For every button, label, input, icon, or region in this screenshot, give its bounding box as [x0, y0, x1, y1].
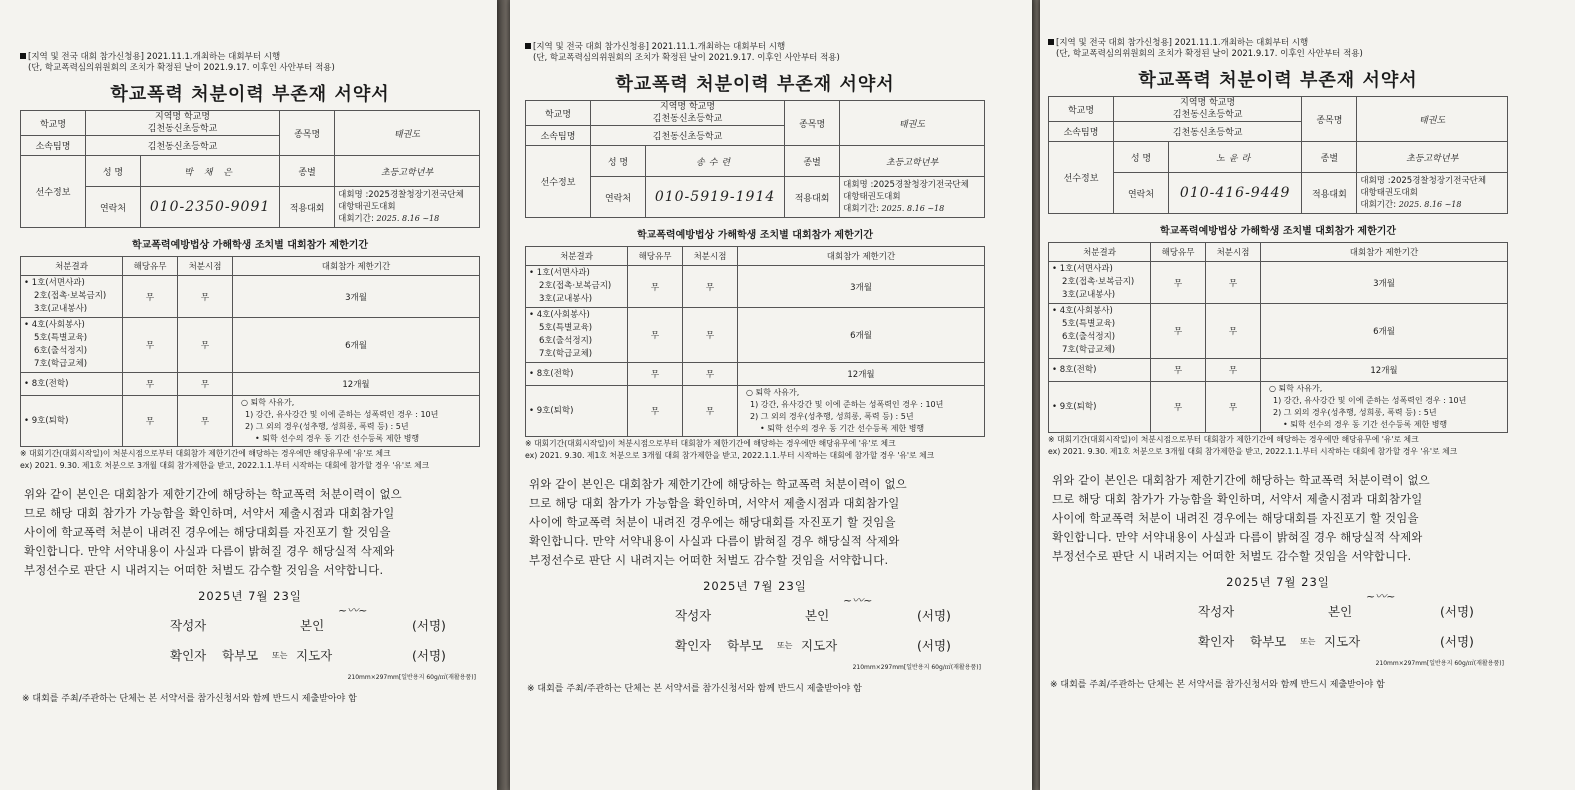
athlete-info-label: 선수정보	[526, 146, 591, 218]
form-header-note: (단, 학교폭력심의위원회의 조치가 확정된 날이 2021.9.17. 이후인 사안부터 적용)	[533, 53, 840, 63]
table-row	[21, 373, 480, 396]
contact-label: 연락처	[591, 177, 646, 218]
sign-label: (서명)	[1440, 634, 1474, 649]
col-time: 처분시점	[178, 257, 233, 276]
expel-detail: ○ 퇴학 사유가, 1) 강간, 유사강간 및 이에 준하는 성폭력인 경우 : 10년 2) 그 외의 경우(성추행, 성희롱, 폭력 등) : 5년 • 퇴학 선수의 경우 동 기간 선수등록 제한 병행	[1261, 382, 1508, 433]
row-category: • 8호(전학)	[526, 363, 628, 386]
row-period: 3개월	[1261, 262, 1508, 304]
table-row	[1049, 382, 1508, 433]
sport-value: 태권도	[840, 101, 985, 146]
competition-value: 대회명 :2025경찰청장기전국단체 대항태권도대회 대회기간: 2025. 8.16 ~18	[335, 187, 480, 228]
paper-spec: 210mm×297mm[일반용지 60g/㎡(재활용품)]	[347, 674, 476, 681]
period-handwritten: 2025. 8.16 ~18	[1398, 200, 1462, 209]
row-period: 12개월	[233, 373, 480, 396]
instructor-label: 지도자	[801, 638, 838, 653]
sign-label: (서명)	[412, 618, 446, 633]
form-header-note: (단, 학교폭력심의위원회의 조치가 확정된 날이 2021.9.17. 이후인 사안부터 적용)	[28, 63, 335, 73]
footer-note: ※ 대회를 주최/주관하는 단체는 본 서약서를 참가신청서와 함께 반드시 제출받아야 함	[527, 684, 862, 694]
row-category: • 4호(사회봉사) 5호(특별교육) 6호(출석정지) 7호(학급교체)	[21, 318, 123, 373]
table-row	[1049, 359, 1508, 382]
phone-handwritten: 010-416-9449	[1169, 173, 1302, 214]
school-label: 학교명	[21, 111, 86, 136]
division-value: 초등고학년부	[335, 156, 480, 187]
row-category: • 9호(퇴학)	[526, 386, 628, 437]
athlete-info-label: 선수정보	[1049, 142, 1114, 214]
table-row	[1049, 262, 1508, 304]
row-applicable: 무	[628, 386, 683, 437]
contact-label: 연락처	[86, 187, 141, 228]
row-applicable: 무	[1151, 262, 1206, 304]
row-applicable: 무	[123, 373, 178, 396]
row-category: • 1호(서면사과) 2호(접촉·보복금지) 3호(교내봉사)	[21, 276, 123, 318]
expel-detail: ○ 퇴학 사유가, 1) 강간, 유사강간 및 이에 준하는 성폭력인 경우 : 10년 2) 그 외의 경우(성추행, 성희롱, 폭력 등) : 5년 • 퇴학 선수의 경우 동 기간 선수등록 제한 병행	[233, 396, 480, 447]
footer-note: ※ 대회를 주최/주관하는 단체는 본 서약서를 참가신청서와 함께 반드시 제출받아야 함	[22, 694, 357, 704]
confirmer-sign-row	[1048, 632, 1508, 650]
team-value: 김천동신초등학교	[591, 126, 785, 146]
or-label: 또는	[272, 651, 288, 660]
form-header-scope: [지역 및 전국 대회 참가신청용] 2021.11.1.개최하는 대회부터 시행	[20, 52, 480, 63]
form-header-note: (단, 학교폭력심의위원회의 조치가 확정된 날이 2021.9.17. 이후인 사안부터 적용)	[1056, 49, 1363, 59]
footnote-check: ※ 대회기간(대회시작일)이 처분시점으로부터 대회참가 제한기간에 해당하는 경우에만 해당유무에 '유'로 체크	[20, 449, 391, 458]
pledge-body: 위와 같이 본인은 대회참가 제한기간에 해당하는 학교폭력 처분이력이 없으 므로 해당 대회 참가가 가능함을 확인하며, 서약서 제출시점과 대회참가일 사이에 학교폭력 처분이 내려진 경우에는 해당대회를 자진포기 할 것임을 확인합니다. 만약 서약내용이 사실과 다름이 밝혀질 경우 해당실적 삭제와 부정선수로 판단 시 내려지는 어떠한 처벌도 감수할 것임을 서약합니다.	[24, 487, 402, 577]
school-label: 학교명	[526, 101, 591, 126]
pledge-sheet	[1040, 0, 1575, 790]
sign-label: (서명)	[1440, 604, 1474, 619]
competition-value: 대회명 :2025경찰청장기전국단체 대항태권도대회 대회기간: 2025. 8.16 ~18	[1357, 173, 1508, 214]
col-result: 처분결과	[526, 247, 628, 266]
school-value: 지역명 학교명 김천동신초등학교	[591, 101, 785, 126]
table-row	[526, 386, 985, 437]
school-value: 지역명 학교명 김천동신초등학교	[86, 111, 280, 136]
athlete-name-handwritten: 송수련	[646, 146, 785, 177]
row-applicable: 무	[1151, 382, 1206, 433]
col-period: 대회참가 제한기간	[738, 247, 985, 266]
row-category: • 1호(서면사과) 2호(접촉·보복금지) 3호(교내봉사)	[1049, 262, 1151, 304]
table-row	[526, 308, 985, 363]
row-period: 12개월	[1261, 359, 1508, 382]
team-value: 김천동신초등학교	[1114, 122, 1302, 142]
confirmer-label: 확인자	[170, 648, 207, 663]
writer-label: 작성자	[675, 608, 712, 623]
parent-label: 학부모	[222, 648, 259, 663]
row-time: 무	[178, 396, 233, 447]
sport-label: 종목명	[785, 101, 840, 146]
sport-label: 종목명	[280, 111, 335, 156]
name-label: 성 명	[86, 156, 141, 187]
col-applicable: 해당유무	[628, 247, 683, 266]
row-category: • 9호(퇴학)	[1049, 382, 1151, 433]
confirmer-label: 확인자	[675, 638, 712, 653]
athlete-name-handwritten: 노윤라	[1169, 142, 1302, 173]
competition-label: 적용대회	[280, 187, 335, 228]
footnote-example: ex) 2021. 9.30. 제1호 처분으로 3개월 대회 참가제한을 받고, 2022.1.1.부터 시작하는 대회에 참가할 경우 '유'로 체크	[20, 461, 430, 470]
table-row	[21, 276, 480, 318]
confirmer-sign-row	[20, 646, 480, 664]
table-row	[526, 363, 985, 386]
row-applicable: 무	[123, 276, 178, 318]
row-time: 무	[683, 363, 738, 386]
self-label: 본인	[1328, 604, 1353, 619]
footnote-example: ex) 2021. 9.30. 제1호 처분으로 3개월 대회 참가제한을 받고, 2022.1.1.부터 시작하는 대회에 참가할 경우 '유'로 체크	[525, 451, 935, 460]
division-label: 종별	[1302, 142, 1357, 173]
table-row	[21, 396, 480, 447]
row-time: 무	[1206, 262, 1261, 304]
sport-value: 태권도	[1357, 97, 1508, 142]
period-handwritten: 2025. 8.16 ~18	[376, 214, 440, 223]
instructor-label: 지도자	[296, 648, 333, 663]
athlete-name-handwritten: 박 채 은	[141, 156, 280, 187]
col-period: 대회참가 제한기간	[233, 257, 480, 276]
athlete-info-label: 선수정보	[21, 156, 86, 228]
table-row	[1049, 304, 1508, 359]
form-header-scope: [지역 및 전국 대회 참가신청용] 2021.11.1.개최하는 대회부터 시행	[525, 42, 985, 53]
parent-label: 학부모	[1250, 634, 1287, 649]
self-label: 본인	[300, 618, 325, 633]
period-handwritten: 2025. 8.16 ~18	[881, 204, 945, 213]
writer-sign-row	[525, 594, 985, 624]
team-label: 소속팀명	[1049, 122, 1114, 142]
restriction-subtitle: 학교폭력예방법상 가해학생 조치별 대회참가 제한기간	[131, 240, 369, 251]
paper-spec: 210mm×297mm[일반용지 60g/㎡(재활용품)]	[852, 664, 981, 671]
table-row	[526, 266, 985, 308]
row-category: • 8호(전학)	[1049, 359, 1151, 382]
footnote-check: ※ 대회기간(대회시작일)이 처분시점으로부터 대회참가 제한기간에 해당하는 경우에만 해당유무에 '유'로 체크	[525, 439, 896, 448]
parent-label: 학부모	[727, 638, 764, 653]
competition-value: 대회명 :2025경찰청장기전국단체 대항태권도대회 대회기간: 2025. 8.16 ~18	[840, 177, 985, 218]
table-row	[21, 318, 480, 373]
confirmer-sign-row	[525, 636, 985, 654]
row-time: 무	[683, 308, 738, 363]
competition-label: 적용대회	[1302, 173, 1357, 214]
row-applicable: 무	[123, 318, 178, 373]
signature-icon: ~〰~	[843, 594, 873, 607]
writer-label: 작성자	[170, 618, 207, 633]
pledge-date: 2025년 7월 23일	[703, 579, 807, 593]
bullet-square-icon	[20, 53, 26, 59]
restriction-table	[20, 256, 480, 447]
form-title: 학교폭력 처분이력 부존재 서약서	[110, 84, 390, 105]
name-label: 성 명	[1114, 142, 1169, 173]
writer-sign-row	[20, 604, 480, 634]
division-label: 종별	[785, 146, 840, 177]
phone-handwritten: 010-2350-9091	[141, 187, 280, 228]
athlete-info-table	[525, 100, 985, 218]
restriction-subtitle: 학교폭력예방법상 가해학생 조치별 대회참가 제한기간	[636, 230, 874, 241]
col-result: 처분결과	[21, 257, 123, 276]
signature-icon: ~〰~	[1366, 590, 1396, 603]
row-period: 3개월	[233, 276, 480, 318]
col-time: 처분시점	[1206, 243, 1261, 262]
competition-label: 적용대회	[785, 177, 840, 218]
row-period: 6개월	[738, 308, 985, 363]
self-label: 본인	[805, 608, 830, 623]
restriction-table	[525, 246, 985, 437]
athlete-info-table	[1048, 96, 1508, 214]
name-label: 성 명	[591, 146, 646, 177]
row-applicable: 무	[628, 266, 683, 308]
row-time: 무	[683, 266, 738, 308]
pledge-body: 위와 같이 본인은 대회참가 제한기간에 해당하는 학교폭력 처분이력이 없으 므로 해당 대회 참가가 가능함을 확인하며, 서약서 제출시점과 대회참가일 사이에 학교폭력 처분이 내려진 경우에는 해당대회를 자진포기 할 것임을 확인합니다. 만약 서약내용이 사실과 다름이 밝혀질 경우 해당실적 삭제와 부정선수로 판단 시 내려지는 어떠한 처벌도 감수할 것임을 서약합니다.	[529, 477, 907, 567]
row-category: • 8호(전학)	[21, 373, 123, 396]
row-applicable: 무	[1151, 359, 1206, 382]
restriction-table	[1048, 242, 1508, 433]
row-period: 6개월	[233, 318, 480, 373]
row-time: 무	[1206, 359, 1261, 382]
form-title: 학교폭력 처분이력 부존재 서약서	[615, 74, 895, 95]
bullet-square-icon	[525, 43, 531, 49]
restriction-subtitle: 학교폭력예방법상 가해학생 조치별 대회참가 제한기간	[1159, 226, 1397, 237]
col-time: 처분시점	[683, 247, 738, 266]
col-period: 대회참가 제한기간	[1261, 243, 1508, 262]
footnote-example: ex) 2021. 9.30. 제1호 처분으로 3개월 대회 참가제한을 받고, 2022.1.1.부터 시작하는 대회에 참가할 경우 '유'로 체크	[1048, 447, 1458, 456]
signature-icon: ~〰~	[338, 604, 368, 617]
row-category: • 4호(사회봉사) 5호(특별교육) 6호(출석정지) 7호(학급교체)	[526, 308, 628, 363]
bullet-square-icon	[1048, 39, 1054, 45]
pledge-date: 2025년 7월 23일	[198, 589, 302, 603]
school-value: 지역명 학교명 김천동신초등학교	[1114, 97, 1302, 122]
writer-label: 작성자	[1198, 604, 1235, 619]
confirmer-label: 확인자	[1198, 634, 1235, 649]
division-value: 초등고학년부	[840, 146, 985, 177]
row-applicable: 무	[628, 308, 683, 363]
row-time: 무	[178, 276, 233, 318]
col-applicable: 해당유무	[1151, 243, 1206, 262]
sign-label: (서명)	[917, 608, 951, 623]
school-label: 학교명	[1049, 97, 1114, 122]
col-result: 처분결과	[1049, 243, 1151, 262]
team-label: 소속팀명	[526, 126, 591, 146]
row-category: • 1호(서면사과) 2호(접촉·보복금지) 3호(교내봉사)	[526, 266, 628, 308]
row-time: 무	[1206, 304, 1261, 359]
division-label: 종별	[280, 156, 335, 187]
phone-handwritten: 010-5919-1914	[646, 177, 785, 218]
pledge-body: 위와 같이 본인은 대회참가 제한기간에 해당하는 학교폭력 처분이력이 없으 므로 해당 대회 참가가 가능함을 확인하며, 서약서 제출시점과 대회참가일 사이에 학교폭력 처분이 내려진 경우에는 해당대회를 자진포기 할 것임을 확인합니다. 만약 서약내용이 사실과 다름이 밝혀질 경우 해당실적 삭제와 부정선수로 판단 시 내려지는 어떠한 처벌도 감수할 것임을 서약합니다.	[1052, 473, 1430, 563]
footnote-check: ※ 대회기간(대회시작일)이 처분시점으로부터 대회참가 제한기간에 해당하는 경우에만 해당유무에 '유'로 체크	[1048, 435, 1419, 444]
expel-detail: ○ 퇴학 사유가, 1) 강간, 유사강간 및 이에 준하는 성폭력인 경우 : 10년 2) 그 외의 경우(성추행, 성희롱, 폭력 등) : 5년 • 퇴학 선수의 경우 동 기간 선수등록 제한 병행	[738, 386, 985, 437]
pledge-date: 2025년 7월 23일	[1226, 575, 1330, 589]
division-value: 초등고학년부	[1357, 142, 1508, 173]
paper-spec: 210mm×297mm[일반용지 60g/㎡(재활용품)]	[1375, 660, 1504, 667]
row-time: 무	[178, 373, 233, 396]
row-applicable: 무	[1151, 304, 1206, 359]
writer-sign-row	[1048, 590, 1508, 620]
sign-label: (서명)	[917, 638, 951, 653]
col-applicable: 해당유무	[123, 257, 178, 276]
row-period: 6개월	[1261, 304, 1508, 359]
contact-label: 연락처	[1114, 173, 1169, 214]
form-header-scope: [지역 및 전국 대회 참가신청용] 2021.11.1.개최하는 대회부터 시행	[1048, 38, 1508, 49]
row-time: 무	[178, 318, 233, 373]
row-period: 12개월	[738, 363, 985, 386]
pledge-sheet	[510, 0, 1032, 790]
sign-label: (서명)	[412, 648, 446, 663]
team-label: 소속팀명	[21, 136, 86, 156]
or-label: 또는	[1300, 637, 1316, 646]
form-title: 학교폭력 처분이력 부존재 서약서	[1138, 70, 1418, 91]
footer-note: ※ 대회를 주최/주관하는 단체는 본 서약서를 참가신청서와 함께 반드시 제출받아야 함	[1050, 680, 1385, 690]
instructor-label: 지도자	[1324, 634, 1361, 649]
sport-value: 태권도	[335, 111, 480, 156]
row-applicable: 무	[123, 396, 178, 447]
athlete-info-table	[20, 110, 480, 228]
row-time: 무	[683, 386, 738, 437]
sport-label: 종목명	[1302, 97, 1357, 142]
team-value: 김천동신초등학교	[86, 136, 280, 156]
or-label: 또는	[777, 641, 793, 650]
row-time: 무	[1206, 382, 1261, 433]
pledge-sheet	[0, 0, 497, 790]
row-category: • 9호(퇴학)	[21, 396, 123, 447]
row-period: 3개월	[738, 266, 985, 308]
row-category: • 4호(사회봉사) 5호(특별교육) 6호(출석정지) 7호(학급교체)	[1049, 304, 1151, 359]
row-applicable: 무	[628, 363, 683, 386]
